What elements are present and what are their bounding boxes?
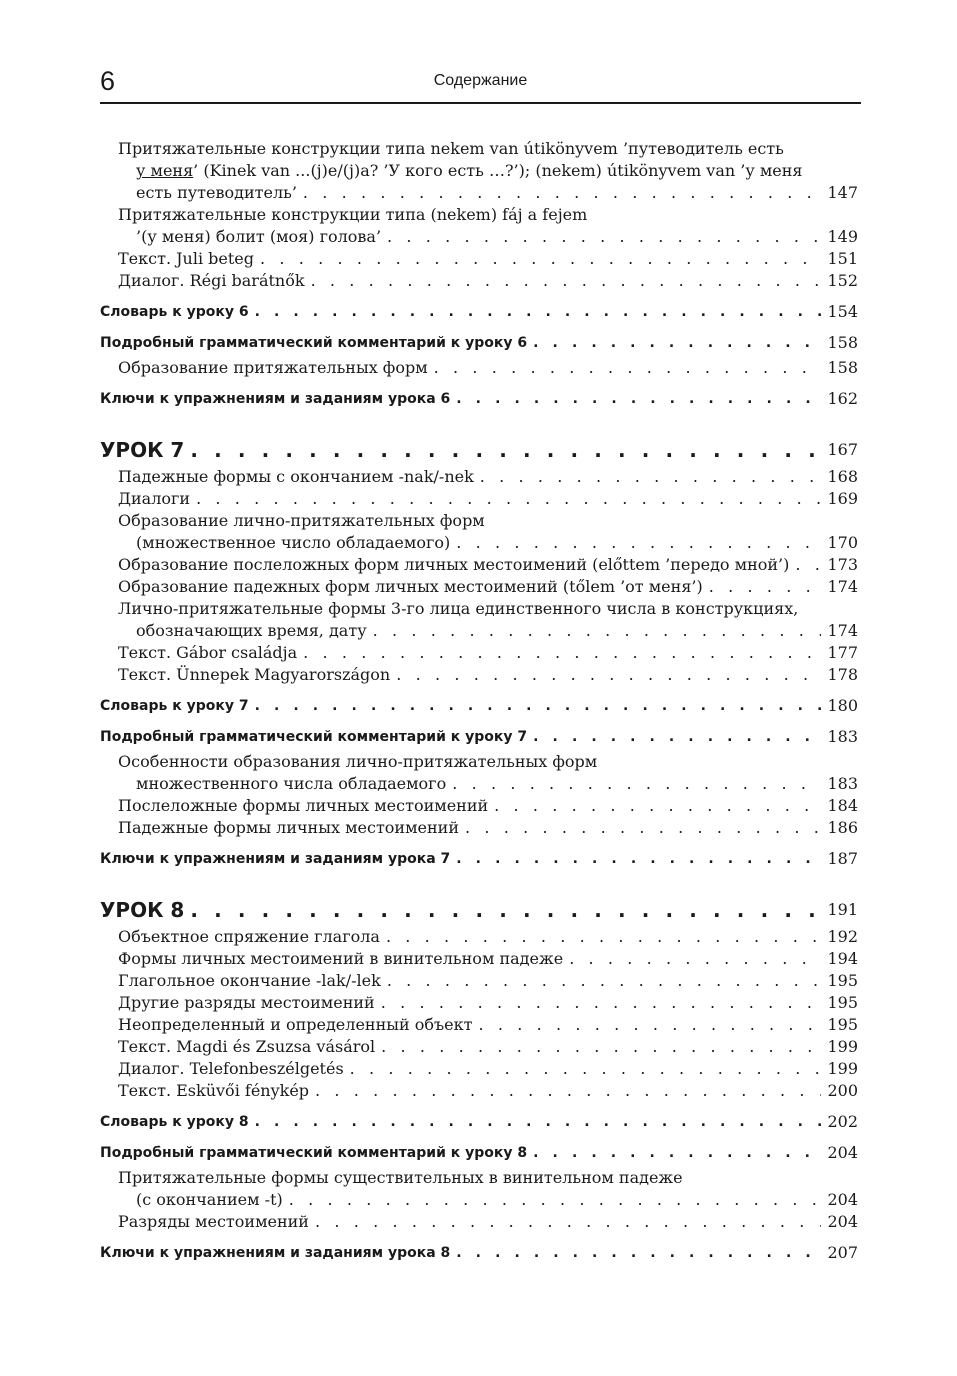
toc-page-number: 178 (827, 665, 858, 684)
toc-page-number: 192 (827, 927, 858, 946)
toc-page-number: 187 (827, 849, 858, 868)
toc-entry-text: Текст. Magdi és Zsuzsa vásárol (118, 1037, 376, 1056)
toc-section-entry[interactable] (100, 695, 858, 717)
toc-page-number: 173 (827, 555, 858, 574)
toc-subentry[interactable] (100, 795, 858, 817)
toc-page-number: 152 (827, 271, 858, 290)
toc-subentry[interactable] (100, 357, 858, 379)
dot-leader (255, 695, 822, 717)
dot-leader (533, 726, 821, 748)
dot-leader (387, 970, 822, 992)
toc-subentry[interactable] (100, 554, 858, 576)
toc-entry-text: Словарь к уроку 7 (100, 698, 249, 714)
toc-entry-text: Ключи к упражнениям и заданиям урока 6 (100, 391, 451, 407)
dot-leader (289, 1189, 822, 1211)
toc-entry-text: Послеложные формы личных местоимений (118, 796, 489, 815)
dot-leader (795, 554, 821, 576)
toc-subentry[interactable] (100, 992, 858, 1014)
toc-subentry[interactable] (100, 970, 858, 992)
toc-entry-text: Другие разряды местоимений (118, 993, 375, 1012)
table-of-contents (100, 138, 858, 1267)
dot-leader (569, 948, 821, 970)
toc-entry-text: Падежные формы личных местоимений (118, 818, 459, 837)
toc-section-entry[interactable] (100, 388, 858, 410)
toc-page-number: 195 (827, 971, 858, 990)
dot-leader (434, 357, 822, 379)
toc-subentry[interactable] (100, 248, 858, 270)
toc-entry-text: Формы личных местоимений в винительном падеже (118, 949, 564, 968)
toc-entry-text: Лично-притяжательные формы 3-го лица единственного числа в конструкциях, (118, 599, 799, 618)
running-title: Содержание (433, 72, 528, 89)
toc-subentry[interactable] (100, 1211, 858, 1233)
toc-entry-text: Образование послеложных форм личных местоимений (előttem ’передо мной’) (118, 555, 790, 574)
toc-entry-text: Ключи к упражнениям и заданиям урока 8 (100, 1245, 451, 1261)
toc-entry-text: Диалог. Régi barátnők (118, 271, 305, 290)
toc-subentry[interactable] (100, 576, 858, 598)
dot-leader (396, 664, 821, 686)
toc-page-number: 177 (827, 643, 858, 662)
toc-entry-text: Подробный грамматический комментарий к уроку 6 (100, 335, 528, 351)
dot-leader (456, 848, 821, 870)
dot-leader (315, 1211, 821, 1233)
toc-subentry[interactable] (100, 926, 858, 948)
toc-entry-text: Неопределенный и определенный объект (118, 1015, 473, 1034)
toc-lesson-heading[interactable] (100, 896, 858, 924)
toc-entry-text: Притяжательные конструкции типа nekem van útikönyvem ’путеводитель есть (118, 139, 784, 158)
toc-entry-text: УРОК 8 (100, 898, 185, 922)
toc-entry-text: обозначающих время, дату (136, 621, 367, 640)
toc-entry-text: ’(у меня) болит (моя) голова’ (136, 227, 382, 246)
toc-section-entry[interactable] (100, 848, 858, 870)
dot-leader (533, 332, 821, 354)
toc-subentry[interactable] (100, 510, 858, 554)
toc-section-entry[interactable] (100, 1142, 858, 1164)
dot-leader (494, 795, 821, 817)
toc-entry-text: Образование падежных форм личных местоимений (tőlem ’от меня’) (118, 577, 703, 596)
dot-leader (303, 642, 821, 664)
toc-subentry[interactable] (100, 751, 858, 795)
toc-page-number: 204 (827, 1143, 858, 1162)
toc-page-number: 170 (827, 533, 858, 552)
dot-leader (452, 773, 821, 795)
toc-page-number: 167 (827, 440, 858, 459)
dot-leader (190, 436, 821, 464)
dot-leader (350, 1058, 822, 1080)
dot-leader (381, 992, 822, 1014)
toc-page-number: 204 (827, 1190, 858, 1209)
dot-leader (255, 1111, 822, 1133)
toc-subentry[interactable] (100, 138, 858, 204)
dot-leader (456, 1242, 821, 1264)
dot-leader (381, 1036, 821, 1058)
toc-page-number: 151 (827, 249, 858, 268)
toc-page-number: 149 (827, 227, 858, 246)
toc-page-number: 183 (827, 727, 858, 746)
toc-section-entry[interactable] (100, 301, 858, 323)
dot-leader (255, 301, 822, 323)
dot-leader (373, 620, 822, 642)
toc-entry-text: Текст. Ünnepek Magyarországon (118, 665, 391, 684)
toc-subentry[interactable] (100, 948, 858, 970)
toc-subentry[interactable] (100, 642, 858, 664)
toc-page-number: 199 (827, 1037, 858, 1056)
dot-leader (709, 576, 822, 598)
toc-page-number: 162 (827, 389, 858, 408)
toc-entry-text: Особенности образования лично-притяжательных форм (118, 752, 598, 771)
toc-page-number: 154 (827, 302, 858, 321)
dot-leader (387, 226, 821, 248)
toc-entry-text: есть путеводитель’ (136, 183, 297, 202)
toc-entry-text: Образование притяжательных форм (118, 358, 428, 377)
toc-section-entry[interactable] (100, 726, 858, 748)
toc-entry-text: Диалог. Telefonbeszélgetés (118, 1059, 344, 1078)
toc-entry-text: Притяжательные формы существительных в винительном падеже (118, 1168, 683, 1187)
dot-leader (190, 896, 821, 924)
dot-leader (311, 270, 822, 292)
toc-entry-text: Падежные формы с окончанием -nak/-nek (118, 467, 474, 486)
toc-page-number: 158 (827, 358, 858, 377)
toc-subentry[interactable] (100, 1036, 858, 1058)
toc-page-number: 199 (827, 1059, 858, 1078)
toc-page-number: 194 (827, 949, 858, 968)
toc-subentry[interactable] (100, 1167, 858, 1211)
toc-page-number: 184 (827, 796, 858, 815)
toc-page-number: 195 (827, 993, 858, 1012)
toc-entry-text: Ключи к упражнениям и заданиям урока 7 (100, 851, 451, 867)
toc-subentry[interactable] (100, 817, 858, 839)
toc-entry-text: Диалоги (118, 489, 191, 508)
toc-page-number: 195 (827, 1015, 858, 1034)
dot-leader (456, 532, 821, 554)
toc-subentry[interactable] (100, 466, 858, 488)
dot-leader (465, 817, 821, 839)
toc-subentry[interactable] (100, 664, 858, 686)
dot-leader (303, 182, 822, 204)
dot-leader (196, 488, 821, 510)
dot-leader (533, 1142, 821, 1164)
toc-entry-text: Разряды местоимений (118, 1212, 309, 1231)
toc-entry-text: Притяжательные конструкции типа (nekem) fáj a fejem (118, 205, 588, 224)
toc-entry-text: Образование лично-притяжательных форм (118, 511, 485, 530)
dot-leader (315, 1080, 821, 1102)
toc-entry-text: Подробный грамматический комментарий к уроку 7 (100, 729, 528, 745)
toc-page-number: 183 (827, 774, 858, 793)
page-number: 6 (100, 66, 116, 96)
toc-entry-text: УРОК 7 (100, 438, 185, 462)
toc-entry-text: Текст. Gábor családja (118, 643, 298, 662)
toc-page-number: 202 (827, 1112, 858, 1131)
toc-entry-text: Подробный грамматический комментарий к уроку 8 (100, 1145, 528, 1161)
toc-page-number: 174 (827, 621, 858, 640)
toc-page-number: 204 (827, 1212, 858, 1231)
toc-subentry[interactable] (100, 598, 858, 642)
toc-subentry[interactable] (100, 488, 858, 510)
running-header (100, 62, 861, 104)
toc-lesson-heading[interactable] (100, 436, 858, 464)
toc-page-number: 200 (827, 1081, 858, 1100)
toc-entry-text: Глагольное окончание -lak/-lek (118, 971, 381, 990)
toc-entry-text: (с окончанием -t) (136, 1190, 283, 1209)
toc-page-number: 207 (827, 1243, 858, 1262)
toc-page-number: 147 (827, 183, 858, 202)
toc-entry-text: Словарь к уроку 6 (100, 304, 249, 320)
toc-section-entry[interactable] (100, 1111, 858, 1133)
toc-page-number: 191 (827, 900, 858, 919)
toc-subentry[interactable] (100, 270, 858, 292)
toc-section-entry[interactable] (100, 332, 858, 354)
toc-entry-text: Текст. Juli beteg (118, 249, 255, 268)
toc-entry-text: Объектное спряжение глагола (118, 927, 380, 946)
toc-entry-text: множественного числа обладаемого (136, 774, 447, 793)
dot-leader (480, 466, 822, 488)
toc-entry-text: у меня’ (Kinek van ...(j)e/(j)a? ’У кого есть …?’); (nekem) útikönyvem van ’у меня (136, 161, 803, 180)
toc-entry-text: Текст. Esküvői fénykép (118, 1081, 310, 1100)
toc-page-number: 186 (827, 818, 858, 837)
toc-page-number: 169 (827, 489, 858, 508)
toc-subentry[interactable] (100, 204, 858, 248)
toc-entry-text: (множественное число обладаемого) (136, 533, 451, 552)
dot-leader (386, 926, 822, 948)
toc-section-entry[interactable] (100, 1242, 858, 1264)
toc-entry-text: Словарь к уроку 8 (100, 1114, 249, 1130)
toc-page-number: 158 (827, 333, 858, 352)
toc-subentry[interactable] (100, 1058, 858, 1080)
toc-page-number: 168 (827, 467, 858, 486)
toc-subentry[interactable] (100, 1080, 858, 1102)
toc-subentry[interactable] (100, 1014, 858, 1036)
dot-leader (456, 388, 821, 410)
dot-leader (260, 248, 821, 270)
toc-page-number: 180 (827, 696, 858, 715)
toc-page-number: 174 (827, 577, 858, 596)
dot-leader (478, 1014, 821, 1036)
